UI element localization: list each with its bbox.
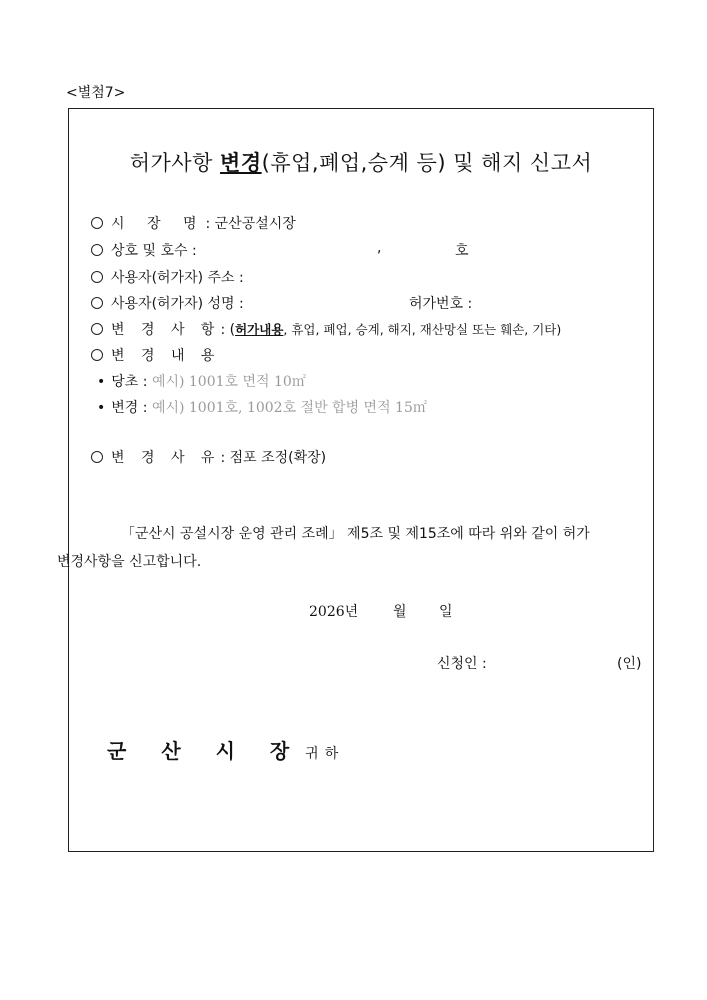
change-content-label: 변 경 내 용 xyxy=(111,348,221,364)
change-item-row xyxy=(91,319,561,339)
declaration-line-2: 변경사항을 신고합니다. xyxy=(57,554,202,570)
reason-value: : 점포 조정(확장) xyxy=(220,450,327,466)
recipient-honorific: 귀하 xyxy=(305,746,345,762)
permit-number-label: 허가번호 : xyxy=(409,296,473,312)
form-title xyxy=(69,147,653,177)
title-suffix: (휴업,폐업,승계 등) 및 해지 신고서 xyxy=(261,151,593,175)
original-label: 당초 : xyxy=(111,374,148,390)
change-item-colon: : ( xyxy=(220,322,236,338)
name-row xyxy=(91,293,244,313)
shop-comma: , xyxy=(377,240,382,256)
reason-row xyxy=(91,447,326,467)
address-row xyxy=(91,267,244,287)
shop-ho: 호 xyxy=(455,243,469,259)
applicant-label: 신청인 : xyxy=(437,656,487,672)
shop-label: 상호 및 호수 : xyxy=(111,243,197,259)
circle-bullet-icon xyxy=(91,451,103,463)
declaration-line-1: 「군산시 공설시장 운영 관리 조례」 제5조 및 제15조에 따라 위와 같이 허가 xyxy=(121,526,590,542)
date-month: 월 xyxy=(393,604,407,620)
address-label: 사용자(허가자) 주소 : xyxy=(111,270,244,286)
circle-bullet-icon xyxy=(91,244,103,256)
recipient-name: 군 산 시 장 xyxy=(107,739,304,763)
change-item-rest: , 휴업, 폐업, 승계, 해지, 재산망실 또는 훼손, 기타) xyxy=(283,322,562,337)
seal-mark: (인) xyxy=(617,656,642,672)
dot-bullet-icon: • xyxy=(97,400,106,416)
change-content-row xyxy=(91,345,220,365)
title-prefix: 허가사항 xyxy=(129,151,221,175)
change-item-label: 변 경 사 항 xyxy=(111,322,221,338)
original-example: 예시) 1001호 면적 10㎡ xyxy=(151,374,306,390)
changed-row xyxy=(97,397,427,417)
date-year: 2026년 xyxy=(309,604,359,620)
market-name-label: 시 장 명 xyxy=(111,216,206,232)
changed-example: 예시) 1001호, 1002호 절반 합병 면적 15㎡ xyxy=(151,400,427,416)
circle-bullet-icon xyxy=(91,271,103,283)
recipient xyxy=(107,735,344,764)
attachment-label: <별첨7> xyxy=(66,85,126,101)
change-item-first: 허가내용 xyxy=(235,322,284,337)
date-day: 일 xyxy=(439,604,453,620)
shop-row xyxy=(91,240,197,260)
name-label: 사용자(허가자) 성명 : xyxy=(111,296,244,312)
report-form xyxy=(57,108,654,852)
original-row xyxy=(97,371,306,391)
circle-bullet-icon xyxy=(91,323,103,335)
dot-bullet-icon: • xyxy=(97,374,106,390)
circle-bullet-icon xyxy=(91,297,103,309)
changed-label: 변경 : xyxy=(111,400,148,416)
circle-bullet-icon xyxy=(91,217,103,229)
reason-label: 변 경 사 유 xyxy=(111,450,221,466)
market-name-row xyxy=(91,213,296,233)
market-name-value: : 군산공설시장 xyxy=(205,216,296,232)
circle-bullet-icon xyxy=(91,349,103,361)
title-underlined: 변경 xyxy=(220,151,262,175)
